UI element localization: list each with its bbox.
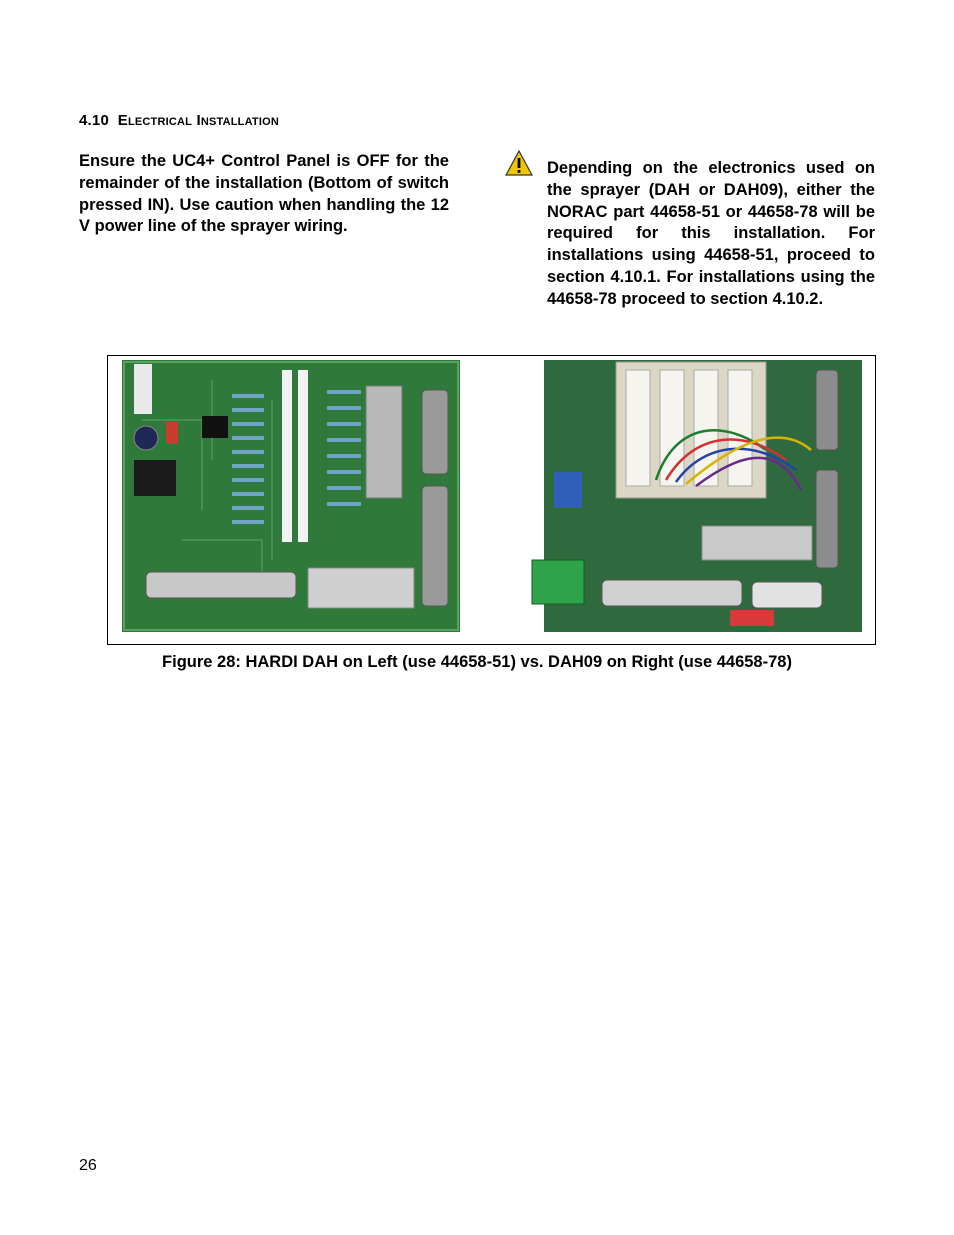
dah09-board-image [526, 360, 864, 632]
figure-28-pcb-photos [107, 355, 876, 645]
section-number: 4.10 [79, 112, 109, 129]
hardi-dah-board-image [122, 360, 460, 632]
section-heading [79, 112, 279, 129]
part-selection-paragraph: Depending on the electronics used on the sprayer (DAH or DAH09), either the NORAC part 44658-51 or 44658-78 will be required for this installation. For installations using 44658-51, proceed to section 4.10.1. For installations using the 44658-78 proceed to section 4.10.2. [547, 159, 875, 308]
caution-paragraph: Ensure the UC4+ Control Panel is OFF for the remainder of the installation (Bottom of switch pressed IN). Use caution when handling the 12 V power line of the sprayer wiring. [79, 152, 449, 236]
warning-triangle-icon [505, 150, 533, 176]
page-number: 26 [79, 1157, 97, 1174]
section-title: Electrical Installation [117, 112, 279, 129]
figure-caption: Figure 28: HARDI DAH on Left (use 44658-51) vs. DAH09 on Right (use 44658-78) [162, 653, 792, 671]
